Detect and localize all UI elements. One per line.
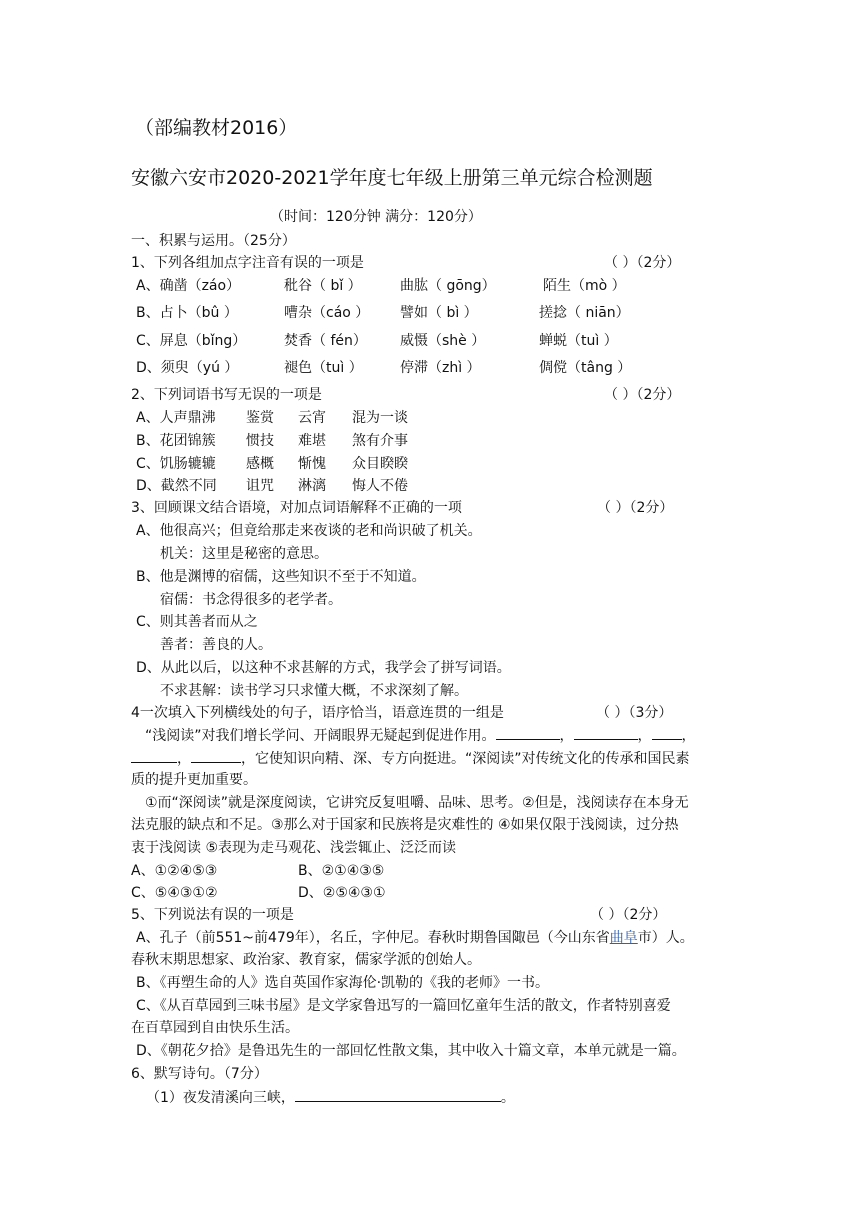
q4-sentences-line-2: 法克服的缺点和不足。③那么对于国家和民族将是灾难性的 ④如果仅限于浅阅读，过分热 — [131, 817, 679, 833]
q2-d-4: 悔人不倦 — [352, 478, 408, 494]
q1-d-4: 倜傥（tâng ） — [539, 360, 632, 376]
q4-passage-line-1: “浅阅读”对我们增长学问、开阔眼界无疑起到促进作用。 ， ， ， — [145, 725, 696, 745]
q1-c-2: 焚香（ fén） — [284, 333, 367, 349]
q1-a-4: 陌生（mò ） — [543, 278, 626, 294]
q3-option-c: C、则其善者而从之 — [136, 614, 258, 630]
q4-option-d: D、②⑤④③① — [298, 885, 386, 901]
q6-item-1: （1）夜发清溪向三峡， 。 — [146, 1087, 515, 1107]
q2-answer-bracket: （ ）（2分） — [604, 387, 681, 403]
q1-a-3: 曲肱（ gōng） — [400, 278, 496, 294]
q3-note-a: 机关：这里是秘密的意思。 — [160, 546, 328, 562]
q4-blank-1[interactable] — [496, 725, 560, 740]
q3-option-d: D、从此以后，以这种不求甚解的方式，我学会了拼写词语。 — [136, 660, 511, 676]
q3-answer-bracket: （ ）（2分） — [597, 500, 674, 516]
q4-answer-bracket: （ ）（3分） — [596, 705, 673, 721]
q4-blank-4[interactable] — [131, 748, 177, 763]
q5-answer-bracket: （ ）（2分） — [590, 907, 667, 923]
q5-option-c-line-1: C、《从百草园到三味书屋》是文学家鲁迅写的一篇回忆童年生活的散文，作者特别喜爱 — [136, 998, 671, 1014]
q4-option-a: A、①②④⑤③ — [131, 863, 218, 879]
qufu-link[interactable]: 曲阜 — [609, 930, 638, 946]
q1-option-b: B、占卜（bû ） — [136, 305, 238, 321]
q4-option-c: C、⑤④③①② — [131, 885, 218, 901]
q1-c-4: 蝉蜕（tuì ） — [539, 333, 618, 349]
page-title: 安徽六安市2020-2021学年度七年级上册第三单元综合检测题 — [131, 167, 653, 189]
q2-a-3: 云宵 — [298, 410, 326, 426]
q1-stem: 1、下列各组加点字注音有误的一项是 — [131, 255, 364, 271]
q4-passage-text-1: “浅阅读”对我们增长学问、开阔眼界无疑起到促进作用。 — [145, 728, 496, 744]
section-heading-1: 一、积累与运用。（25分） — [131, 233, 296, 249]
time-info: （时间：120分钟 满分：120分） — [270, 209, 482, 225]
q1-option-a: A、确凿（záo） — [136, 278, 241, 294]
q3-note-d: 不求甚解：读书学习只求懂大概，不求深刻了解。 — [160, 683, 468, 699]
q2-a-4: 混为一谈 — [352, 410, 408, 426]
q2-option-a: A、人声鼎沸 — [136, 410, 216, 426]
q5-option-d: D、《朝花夕拾》是鲁迅先生的一部回忆性散文集，其中收入十篇文章，本单元就是一篇。 — [136, 1043, 686, 1059]
q4-passage-line-3: 质的提升更加重要。 — [131, 772, 257, 788]
q5-option-a-line-2: 春秋末期思想家、政治家、教育家，儒家学派的创始人。 — [131, 952, 481, 968]
q4-option-b: B、②①④③⑤ — [298, 863, 385, 879]
q1-b-3: 譬如（ bì ） — [400, 305, 478, 321]
q1-b-4: 搓捻（ niān） — [539, 305, 630, 321]
q1-b-2: 嘈杂（cáo ） — [284, 305, 370, 321]
q2-b-3: 难堪 — [298, 433, 326, 449]
q2-c-2: 感概 — [246, 456, 274, 472]
q4-sentences-line-3: 衷于浅阅读 ⑤表现为走马观花、浅尝辄止、泛泛而读 — [131, 840, 456, 856]
q2-b-4: 煞有介事 — [352, 433, 408, 449]
q3-stem: 3、回顾课文结合语境，对加点词语解释不正确的一项 — [131, 500, 462, 516]
q5-stem: 5、下列说法有误的一项是 — [131, 907, 294, 923]
q3-note-c: 善者：善良的人。 — [160, 637, 272, 653]
q2-b-2: 惯技 — [246, 433, 274, 449]
q2-option-c: C、饥肠辘辘 — [136, 456, 216, 472]
q2-option-b: B、花团锦簇 — [136, 433, 216, 449]
q1-answer-bracket: （ ）（2分） — [604, 255, 681, 271]
q5-option-a-line-1: A、孔子（前551~前479年），名丘，字仲尼。春秋时期鲁国陬邑（今山东省曲阜市）人。 — [136, 930, 694, 946]
q5-option-b: B、《再塑生命的人》选自英国作家海伦·凯勒的《我的老师》一书。 — [136, 975, 550, 991]
q3-note-b: 宿儒：书念得很多的老学者。 — [160, 592, 342, 608]
q1-d-3: 停滞（zhì ） — [400, 360, 481, 376]
q2-d-2: 诅咒 — [246, 478, 274, 494]
q6-stem: 6、默写诗句。（7分） — [131, 1066, 268, 1082]
q3-option-b: B、他是渊博的宿儒，这些知识不至于不知道。 — [136, 569, 426, 585]
q3-option-a: A、他很高兴；但竟给那走来夜谈的老和尚识破了机关。 — [136, 523, 482, 539]
q2-a-2: 鉴赏 — [246, 410, 274, 426]
q1-option-d: D、须臾（yú ） — [136, 360, 239, 376]
q5-option-c-line-2: 在百草园到自由快乐生活。 — [131, 1020, 299, 1036]
q1-option-c: C、屏息（bǐng） — [136, 333, 247, 349]
q2-c-4: 众目睽睽 — [352, 456, 408, 472]
q4-blank-2[interactable] — [574, 725, 638, 740]
q4-passage-text-2: ，它使知识向精、深、专方向挺进。“深阅读”对传统文化的传承和国民素 — [241, 751, 690, 767]
q2-d-3: 淋漓 — [298, 478, 326, 494]
q4-stem: 4一次填入下列横线处的句子，语序恰当，语意连贯的一组是 — [131, 705, 504, 721]
q2-c-3: 惭愧 — [298, 456, 326, 472]
q4-blank-3[interactable] — [652, 725, 682, 740]
q1-d-2: 褪色（tuì ） — [284, 360, 363, 376]
q4-blank-5[interactable] — [191, 748, 241, 763]
q4-passage-line-2: ， ，它使知识向精、深、专方向挺进。“深阅读”对传统文化的传承和国民素 — [131, 748, 690, 768]
q6-blank-1[interactable] — [295, 1087, 501, 1102]
q1-a-2: 秕谷（ bǐ ） — [284, 278, 362, 294]
q2-option-d: D、截然不同 — [136, 478, 217, 494]
edition-note: （部编教材2016） — [135, 117, 298, 139]
q4-sentences-line-1: ①而“深阅读”就是深度阅读，它讲究反复咀嚼、品味、思考。②但是，浅阅读存在本身无 — [145, 795, 689, 811]
q2-stem: 2、下列词语书写无误的一项是 — [131, 387, 322, 403]
q1-c-3: 威慑（shè ） — [400, 333, 486, 349]
